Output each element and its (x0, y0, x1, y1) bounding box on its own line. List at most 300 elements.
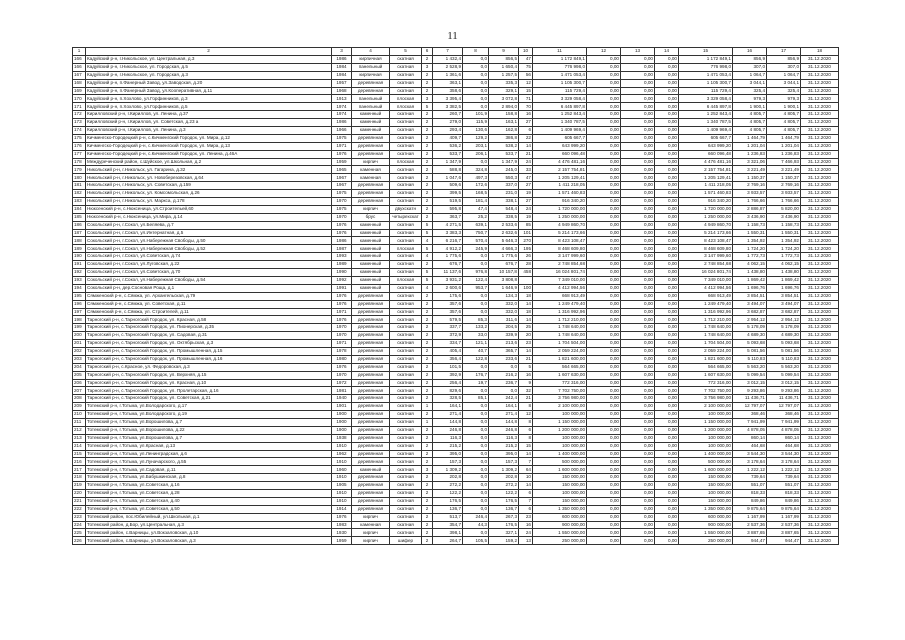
table-cell: 31.12.2020 (801, 119, 839, 127)
table-cell: 71 (519, 95, 533, 103)
table-cell: 224 (73, 521, 86, 529)
table-cell: Никольский р-н, г.Никольск, ул. Советская, д.159 (86, 182, 332, 190)
column-number-row (73, 48, 839, 56)
table-cell: 4 805,7 (767, 127, 801, 135)
table-cell: 31.12.2020 (801, 221, 839, 229)
table-cell: 0,00 (587, 466, 621, 474)
table-cell: 4 805,7 (733, 111, 767, 119)
table-cell: 31.12.2020 (801, 308, 839, 316)
table-cell: 9 (519, 379, 533, 387)
table-cell: 1 704 504,00 (679, 340, 733, 348)
table-cell: 3 044,1 (733, 79, 767, 87)
table-cell: 122,2 (489, 489, 519, 497)
table-cell: 210 (73, 411, 86, 419)
table-cell: 9 293,86 (767, 387, 801, 395)
table-cell: 1976 (332, 292, 352, 300)
table-cell: 1967 (332, 182, 352, 190)
table-cell: Тарногский р-н, с.Красное, ул. Федоровская, д.3 (86, 363, 332, 371)
table-row (73, 347, 839, 355)
table-cell: 8 423 108,47 (533, 237, 587, 245)
table-cell: 944,47 (767, 537, 801, 545)
table-cell: 500 000,00 (679, 458, 733, 466)
table-row (73, 529, 839, 537)
table-cell: 32 (519, 387, 533, 395)
table-cell: 150 000,00 (533, 474, 587, 482)
table-cell: Тарногский р-н, с.Тарногский Городок, ул. Промышленная, д.16 (86, 355, 332, 363)
table-cell: 464,68 (733, 442, 767, 450)
table-cell: 15 (519, 442, 533, 450)
table-cell: Сямженский р-н, с.Сямжа, ул. Советская, д.11 (86, 300, 332, 308)
table-cell: 1984 (332, 71, 352, 79)
table-cell: 0,00 (587, 174, 621, 182)
table-cell: 105,5 (463, 537, 489, 545)
table-cell: 245,9 (463, 245, 489, 253)
table-cell: 215 (73, 450, 86, 458)
table-cell: скатная (390, 371, 422, 379)
table-cell: 513,7 (433, 513, 463, 521)
table-cell: 5 093,68 (767, 340, 801, 348)
table-cell: 157,3 (433, 458, 463, 466)
table-cell: 25 (519, 324, 533, 332)
table-cell: 1910 (332, 474, 352, 482)
table-cell: деревянная (352, 190, 390, 198)
table-cell: 31.12.2020 (801, 521, 839, 529)
table-cell: 0,00 (621, 276, 655, 284)
table-cell: 8 468 609,80 (533, 245, 587, 253)
table-cell: 176,7 (463, 371, 489, 379)
table-cell: 1 (422, 403, 433, 411)
table-cell: 33 (519, 166, 533, 174)
table-cell: 195 (519, 245, 533, 253)
table-cell: 327,1 (489, 529, 519, 537)
table-cell: 24 (519, 205, 533, 213)
table-cell: 0,00 (655, 253, 679, 261)
table-cell: 1 696,76 (767, 284, 801, 292)
table-cell: 1 172 849,1 (533, 56, 587, 64)
table-cell: 1 607 630,00 (679, 371, 733, 379)
table-cell: 0,00 (621, 332, 655, 340)
table-cell: 1910 (332, 458, 352, 466)
table-cell: Тарногский р-н, с.Тарногский Городок, ул. Красная, д.58 (86, 316, 332, 324)
table-cell: 405,4 (433, 347, 463, 355)
table-cell: 214 (73, 442, 86, 450)
table-cell: 564 665,00 (533, 363, 587, 371)
table-cell: 1 400 000,00 (533, 450, 587, 458)
table-cell: 0,00 (655, 134, 679, 142)
table-cell: Сокольский р-н, г.Сокол, ул.Советская, д.74 (86, 253, 332, 261)
table-cell: 31.12.2020 (801, 529, 839, 537)
table-cell: 31.12.2020 (801, 458, 839, 466)
table-cell: 5 093,68 (733, 340, 767, 348)
column-number-header: 7 (433, 48, 463, 56)
table-cell: скатная (390, 190, 422, 198)
table-cell: 2 (422, 119, 433, 127)
table-cell: скатная (390, 269, 422, 277)
table-cell: деревянная (352, 87, 390, 95)
table-cell: 176 (73, 142, 86, 150)
table-cell: Сокольский р-н, г.Сокол, ул.Советская, д.70 (86, 269, 332, 277)
table-cell: 536,2 (433, 142, 463, 150)
table-cell: 5 (422, 276, 433, 284)
table-cell: 0,00 (655, 119, 679, 127)
table-cell: 0,00 (621, 529, 655, 537)
table-cell: Тотемский р-н, г.Тотьма, ул.Володарского, д.17 (86, 403, 332, 411)
table-cell: 13 (519, 537, 533, 545)
table-cell: 354,7 (433, 521, 463, 529)
table-cell: 171 (73, 103, 86, 111)
table-cell: 0,00 (621, 347, 655, 355)
table-cell: 329,1 (489, 87, 519, 95)
table-cell: 0,00 (621, 442, 655, 450)
table-row (73, 332, 839, 340)
table-cell: 1974 (332, 111, 352, 119)
table-row (73, 103, 839, 111)
table-cell: 245,0 (489, 166, 519, 174)
table-cell: 7 466,93 (767, 158, 801, 166)
table-cell: 0,00 (587, 497, 621, 505)
table-cell: 0,00 (655, 434, 679, 442)
table-cell: 1967 (332, 174, 352, 182)
table-cell: 31.12.2020 (801, 87, 839, 95)
table-cell: 1976 (332, 300, 352, 308)
table-cell: 772 316,00 (533, 379, 587, 387)
table-cell: 1959 (332, 158, 352, 166)
table-cell: 595,8 (433, 205, 463, 213)
table-cell: 24 (519, 158, 533, 166)
table-cell: 246,8 (489, 426, 519, 434)
table-cell: панельный (352, 103, 390, 111)
table-cell: 0,00 (655, 269, 679, 277)
table-row (73, 411, 839, 419)
table-cell: кирпич (352, 513, 390, 521)
table-cell: 4 412 994,56 (533, 284, 587, 292)
table-cell: 19 (519, 190, 533, 198)
table-cell: 208 (73, 395, 86, 403)
table-cell: 1993 (332, 253, 352, 261)
table-cell: каменная (352, 521, 390, 529)
table-cell: 11 436,71 (767, 395, 801, 403)
table-cell: 0,0 (463, 474, 489, 482)
table-cell: 166 (73, 56, 86, 64)
table-cell: панельный (352, 95, 390, 103)
table-cell: 31.12.2020 (801, 103, 839, 111)
table-cell: 0,00 (621, 269, 655, 277)
table-cell: 0,00 (621, 418, 655, 426)
table-cell: 0,00 (655, 276, 679, 284)
table-cell: 0,00 (655, 142, 679, 150)
table-cell: 31.12.2020 (801, 292, 839, 300)
table-cell: 0,00 (587, 276, 621, 284)
table-cell: 1 340 787,5 (679, 119, 733, 127)
table-cell: 2 (422, 355, 433, 363)
table-cell: 150 000,00 (679, 482, 733, 490)
table-cell: 246,4 (463, 513, 489, 521)
table-cell: 2 (422, 142, 433, 150)
table-cell: Сокольский р-н, г.Сокол, ул.Интернатная, д.5 (86, 229, 332, 237)
table-cell: деревянная (352, 371, 390, 379)
table-cell: 338,1 (489, 198, 519, 206)
table-cell: 5 (422, 229, 433, 237)
table-cell: скатная (390, 63, 422, 71)
table-cell: 4 805,7 (767, 119, 801, 127)
table-cell (519, 276, 533, 284)
table-cell: 122,4 (463, 276, 489, 284)
table-cell: 1 236,83 (767, 150, 801, 158)
table-cell: 0,00 (621, 426, 655, 434)
table-cell: 1 158,73 (733, 221, 767, 229)
table-cell: деревянная (352, 134, 390, 142)
table-cell: 1 316 992,96 (679, 308, 733, 316)
table-cell: 172,6 (463, 182, 489, 190)
table-row (73, 205, 839, 213)
table-cell: 1970 (332, 198, 352, 206)
table-cell: Тарногский р-н, с.Тарногский Городок, ул. Красная, д.10 (86, 379, 332, 387)
table-cell: 222 (73, 505, 86, 513)
table-cell: 264,7 (433, 537, 463, 545)
table-cell: 223 (73, 513, 86, 521)
table-cell: 2 (422, 521, 433, 529)
table-row (73, 316, 839, 324)
table-cell: 1970 (332, 213, 352, 221)
table-cell: 0,00 (621, 521, 655, 529)
table-cell: 75 (519, 63, 533, 71)
table-cell: 0,00 (587, 205, 621, 213)
table-cell: Тотемский р-н, г.Тотьма, ул.Советская, д.28 (86, 489, 332, 497)
table-cell: скатная (390, 332, 422, 340)
table-cell: 2 (422, 316, 433, 324)
table-cell: 0,00 (587, 426, 621, 434)
table-cell: 0,00 (655, 371, 679, 379)
table-cell: деревянная (352, 403, 390, 411)
table-cell: Тотемский р-н, г.Тотьма, ул.Красная, д.13 (86, 442, 332, 450)
table-cell: 0,00 (587, 292, 621, 300)
table-cell: 1 712 210,00 (533, 316, 587, 324)
column-number-header: 2 (86, 48, 332, 56)
table-cell: 0,00 (587, 308, 621, 316)
table-cell: 2 (422, 166, 433, 174)
table-cell: 115 729,4 (533, 87, 587, 95)
column-number-header: 16 (733, 48, 767, 56)
table-row (73, 466, 839, 474)
table-cell: 0,00 (655, 150, 679, 158)
table-cell: 31.12.2020 (801, 324, 839, 332)
table-cell: 600 000,00 (533, 513, 587, 521)
table-cell: 1 309,2 (489, 466, 519, 474)
table-cell: 166 (73, 63, 86, 71)
table-cell: 31.12.2020 (801, 340, 839, 348)
table-cell: 2 (422, 174, 433, 182)
table-cell: каменный (352, 221, 390, 229)
table-cell: 660 096,48 (679, 150, 733, 158)
table-cell: 643 999,20 (533, 142, 587, 150)
table-cell: 256,4 (433, 379, 463, 387)
table-cell: скатная (390, 458, 422, 466)
table-cell: 1 250 000,00 (679, 213, 733, 221)
table-cell: 5 (422, 103, 433, 111)
table-cell: 31.12.2020 (801, 403, 839, 411)
table-cell: скатная (390, 529, 422, 537)
table-cell: 163,1 (489, 119, 519, 127)
table-cell: 31.12.2020 (801, 537, 839, 545)
table-cell: 2 769,16 (733, 182, 767, 190)
table-cell: 0,0 (463, 489, 489, 497)
table-cell: скатная (390, 450, 422, 458)
table-cell: 2 157 754,81 (679, 166, 733, 174)
table-cell: 5 178,09 (733, 324, 767, 332)
table-cell: 372,9 (433, 332, 463, 340)
table-cell: 1 650,4 (489, 63, 519, 71)
table-cell: скатная (390, 379, 422, 387)
table-cell: Кадуйский р-н, г.Никольское, ул. Центральная, д.3 (86, 56, 332, 64)
table-cell: деревянная (352, 150, 390, 158)
table-cell: скатная (390, 166, 422, 174)
table-cell: 192 (73, 269, 86, 277)
table-cell: 279,0 (433, 119, 463, 127)
table-cell: 0,00 (655, 482, 679, 490)
table-cell: 31.12.2020 (801, 316, 839, 324)
table-cell: 1 464,79 (767, 134, 801, 142)
table-cell: 4 062,15 (733, 261, 767, 269)
table-cell: Тарногский р-н, с.Тарногский Городок, ул. Садовая, д.31 (86, 332, 332, 340)
column-number-header: 11 (533, 48, 587, 56)
table-cell: 0,00 (655, 79, 679, 87)
table-cell: 0,00 (655, 284, 679, 292)
table-cell: 9 875,64 (733, 505, 767, 513)
table-cell: Кадуйский р-н, п.Хохлово, ул.Горфинников, д.3 (86, 95, 332, 103)
table-cell: деревянная (352, 347, 390, 355)
table-cell: Сокольский р-н, г.Сокол, ул.Беляева, д.7 (86, 221, 332, 229)
table-cell: 0,0 (463, 261, 489, 269)
table-cell: 0,00 (587, 379, 621, 387)
table-cell: 0,0 (463, 79, 489, 87)
table-cell: 1 222,12 (767, 466, 801, 474)
table-cell: 0,00 (655, 308, 679, 316)
table-cell: 2 (422, 505, 433, 513)
table-cell: 4 805,7 (767, 111, 801, 119)
table-cell: 1 150 000,00 (679, 418, 733, 426)
table-cell: 1976 (332, 316, 352, 324)
table-cell: 157,3 (489, 458, 519, 466)
table-cell: 150 000,00 (679, 474, 733, 482)
table-cell: 0,00 (587, 458, 621, 466)
table-cell: 0,00 (655, 418, 679, 426)
table-cell: 0,00 (587, 387, 621, 395)
table-cell: 1965 (332, 166, 352, 174)
table-cell: 14 (519, 450, 533, 458)
table-cell: 150 000,00 (679, 497, 733, 505)
table-cell: 0,00 (587, 489, 621, 497)
table-cell: 0,00 (655, 442, 679, 450)
table-cell: 204 (73, 363, 86, 371)
table-cell: 676,7 (433, 261, 463, 269)
table-cell: 16 (519, 111, 533, 119)
table-cell: 24 (519, 529, 533, 537)
table-cell: 564 665,00 (679, 363, 733, 371)
table-cell: 2 (422, 87, 433, 95)
column-number-header: 17 (767, 48, 801, 56)
table-cell: каменный (352, 253, 390, 261)
table-cell: 4 912,2 (433, 245, 463, 253)
table-cell: 2 (422, 213, 433, 221)
table-cell: 136,7 (489, 505, 519, 513)
table-cell: 1976 (332, 221, 352, 229)
table-cell: 1 105 300,7 (533, 79, 587, 87)
table-cell: 101,5 (433, 363, 463, 371)
table-cell: 211 (73, 418, 86, 426)
table-cell: Кадуйский р-н, п.Хохлово, ул.Горфинников, д.5 (86, 103, 332, 111)
table-cell: 31.12.2020 (801, 418, 839, 426)
table-row (73, 190, 839, 198)
table-cell: 1 064,7 (733, 71, 767, 79)
table-cell: 28 (519, 261, 533, 269)
table-row (73, 355, 839, 363)
table-cell: 6 (519, 505, 533, 513)
table-cell: 363,7 (433, 213, 463, 221)
table-cell: скатная (390, 355, 422, 363)
table-cell: каменный (352, 111, 390, 119)
table-cell: 1 821 600,00 (679, 355, 733, 363)
table-cell: 14 (519, 316, 533, 324)
table-row (73, 324, 839, 332)
table-cell: 3 321,06 (733, 158, 767, 166)
table-cell: плоская (390, 158, 422, 166)
table-cell: скатная (390, 221, 422, 229)
table-cell: Кирилловский р-н, г.Кириллов, ул. Ленина, д.3 (86, 127, 332, 135)
table-cell: 0,00 (621, 56, 655, 64)
table-cell: 0,00 (587, 316, 621, 324)
table-cell: деревянная (352, 387, 390, 395)
table-cell: 206 (73, 379, 86, 387)
table-cell: 1 720 000,00 (679, 205, 733, 213)
table-cell: 31.12.2020 (801, 205, 839, 213)
table-cell: 1 766,66 (767, 198, 801, 206)
table-cell: скатная (390, 142, 422, 150)
table-cell: 199 (73, 324, 86, 332)
table-cell: 1970 (332, 332, 352, 340)
table-cell: 1976 (332, 229, 352, 237)
table-cell: 31.12.2020 (801, 284, 839, 292)
table-cell: 2 (422, 529, 433, 537)
table-cell: 272,2 (433, 482, 463, 490)
table-cell: 100 (519, 284, 533, 292)
table-cell: 1 748 640,00 (679, 332, 733, 340)
table-cell: 0,00 (655, 205, 679, 213)
table-cell: 31.12.2020 (801, 379, 839, 387)
table-cell: 0,00 (621, 221, 655, 229)
table-cell: 187 (73, 229, 86, 237)
table-cell: скатная (390, 182, 422, 190)
table-cell: 225 (73, 529, 86, 537)
table-cell: скатная (390, 284, 422, 292)
table-cell: 0,00 (655, 466, 679, 474)
table-cell: 206,1 (463, 150, 489, 158)
table-cell: 9 293,86 (733, 387, 767, 395)
table-cell: 12 797,07 (767, 403, 801, 411)
table-row (73, 403, 839, 411)
table-cell: 2 (422, 411, 433, 419)
table-cell: 226 (73, 537, 86, 545)
table-cell: 1 167,99 (767, 513, 801, 521)
table-cell: деревянная (352, 442, 390, 450)
table-cell: 0,0 (463, 103, 489, 111)
table-cell: 1 607 630,00 (533, 371, 587, 379)
table-body (73, 56, 839, 545)
table-cell: 8 423 108,47 (679, 237, 733, 245)
table-row (73, 442, 839, 450)
table-cell: 191 (73, 261, 86, 269)
table-cell: 776 998,0 (679, 63, 733, 71)
table-cell: 4 878,05 (733, 426, 767, 434)
